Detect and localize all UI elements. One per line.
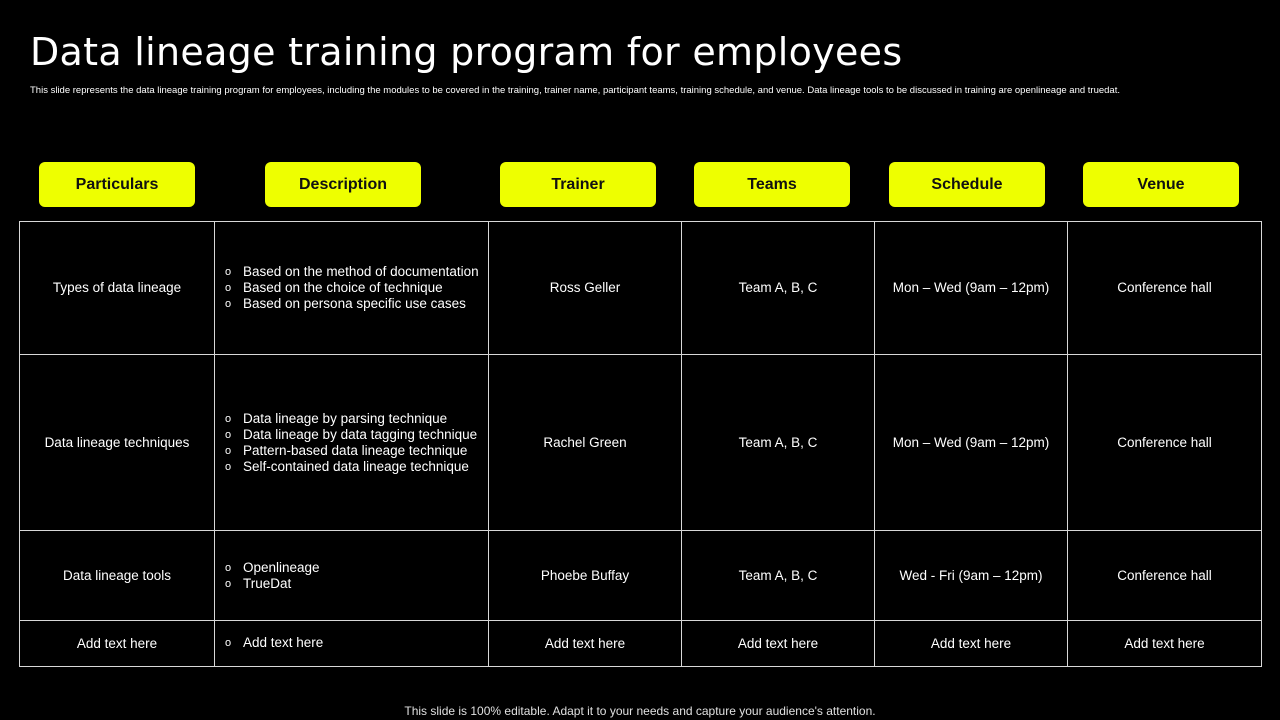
teams-cell: Team A, B, C <box>682 222 875 355</box>
table-row <box>20 354 1262 530</box>
description-list <box>225 411 482 475</box>
training-table <box>19 221 1262 667</box>
schedule-cell: Mon – Wed (9am – 12pm) <box>875 354 1068 530</box>
particulars-cell: Types of data lineage <box>20 222 215 355</box>
description-item: o Data lineage by parsing technique <box>225 411 482 427</box>
trainer-cell: Ross Geller <box>489 222 682 355</box>
header-trainer: Trainer <box>500 162 656 207</box>
description-list <box>225 635 482 651</box>
header-venue: Venue <box>1083 162 1239 207</box>
schedule-cell: Wed - Fri (9am – 12pm) <box>875 531 1068 621</box>
table-row <box>20 531 1262 621</box>
trainer-cell: Rachel Green <box>489 354 682 530</box>
description-cell <box>215 620 489 666</box>
description-item: o Based on persona specific use cases <box>225 296 482 312</box>
header-schedule: Schedule <box>889 162 1045 207</box>
description-cell <box>215 222 489 355</box>
description-cell <box>215 354 489 530</box>
header-teams: Teams <box>694 162 850 207</box>
description-list <box>225 560 482 592</box>
description-item: o Data lineage by data tagging technique <box>225 427 482 443</box>
particulars-cell: Data lineage tools <box>20 531 215 621</box>
description-item: o Add text here <box>225 635 482 651</box>
teams-cell: Team A, B, C <box>682 354 875 530</box>
description-item: o Openlineage <box>225 560 482 576</box>
footer-note: This slide is 100% editable. Adapt it to your needs and capture your audience's attention. <box>404 704 876 718</box>
description-list <box>225 264 482 312</box>
page-subtitle: This slide represents the data lineage training program for employees, including the modules to be covered in the training, trainer name, participant teams, training schedule, and venue. Data lineage tools to be discussed in training are openlineage and truedat. <box>30 85 1120 96</box>
particulars-cell: Add text here <box>20 620 215 666</box>
trainer-cell: Add text here <box>489 620 682 666</box>
schedule-cell: Add text here <box>875 620 1068 666</box>
venue-cell: Conference hall <box>1068 531 1262 621</box>
table-row <box>20 620 1262 666</box>
venue-cell: Add text here <box>1068 620 1262 666</box>
teams-cell: Add text here <box>682 620 875 666</box>
description-cell <box>215 531 489 621</box>
description-item: o Self-contained data lineage technique <box>225 459 482 475</box>
table-row <box>20 222 1262 355</box>
venue-cell: Conference hall <box>1068 354 1262 530</box>
schedule-cell: Mon – Wed (9am – 12pm) <box>875 222 1068 355</box>
description-item: o Based on the method of documentation <box>225 264 482 280</box>
teams-cell: Team A, B, C <box>682 531 875 621</box>
header-particulars: Particulars <box>39 162 195 207</box>
header-description: Description <box>265 162 421 207</box>
description-item: o Pattern-based data lineage technique <box>225 443 482 459</box>
trainer-cell: Phoebe Buffay <box>489 531 682 621</box>
description-item: o TrueDat <box>225 576 482 592</box>
particulars-cell: Data lineage techniques <box>20 354 215 530</box>
venue-cell: Conference hall <box>1068 222 1262 355</box>
page-title: Data lineage training program for employees <box>30 30 903 74</box>
description-item: o Based on the choice of technique <box>225 280 482 296</box>
